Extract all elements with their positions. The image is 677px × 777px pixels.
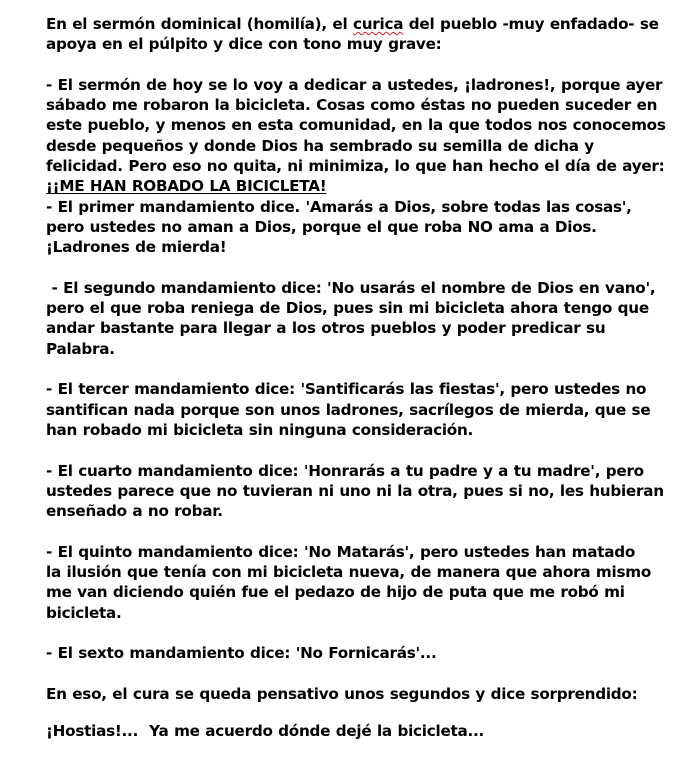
intro-line-2: apoya en el púlpito y dice con tono muy grave:	[46, 35, 442, 54]
text-line: han robado mi bicicleta sin ninguna consideración.	[46, 420, 474, 439]
text-line: desde pequeños y donde Dios ha sembrado su semilla de dicha y	[46, 136, 594, 155]
document-body	[46, 14, 671, 741]
paragraph-fifth-commandment	[46, 542, 671, 623]
paragraph-third-commandment	[46, 379, 671, 440]
paragraph-fourth-commandment	[46, 461, 671, 522]
text-line: santifican nada porque son unos ladrones, sacrílegos de mierda, que se	[46, 400, 651, 419]
text-line: andar bastante para llegar a los otros pueblos y poder predicar su	[46, 319, 606, 338]
text-line: este pueblo, y menos en esta comunidad, en la que todos nos conocemos	[46, 116, 666, 135]
text-line: - El sexto mandamiento dice: 'No Fornicarás'...	[46, 644, 437, 663]
intro-paragraph	[46, 14, 671, 55]
text-line: - El tercer mandamiento dice: 'Santificarás las fiestas', pero ustedes no	[46, 380, 647, 399]
intro-line-1-start: En el sermón dominical (homilía), el	[46, 15, 353, 33]
text-line-underlined	[46, 176, 671, 196]
text-line: - El segundo mandamiento dice: 'No usarás el nombre de Dios en vano',	[46, 278, 656, 297]
paragraph-second-commandment	[46, 278, 671, 359]
text-line: me van diciendo quién fue el pedazo de hijo de puta que me robó mi	[46, 583, 625, 602]
text-line: pero el que roba reniega de Dios, pues sin mi bicicleta ahora tengo que	[46, 299, 649, 318]
text-line: En eso, el cura se queda pensativo unos segundos y dice sorprendido:	[46, 684, 638, 703]
text-line: - El cuarto mandamiento dice: 'Honrarás a tu padre y a tu madre', pero	[46, 461, 644, 480]
text-line: ¡Ladrones de mierda!	[46, 238, 227, 257]
paragraph-sixth-commandment	[46, 643, 671, 663]
paragraph-sermon-opening	[46, 75, 671, 197]
intro-line-1-end: del pueblo -muy enfadado- se	[403, 15, 659, 33]
text-line: la ilusión que tenía con mi bicicleta nueva, de manera que ahora mismo	[46, 563, 652, 582]
text-line: ustedes parece que no tuvieran ni uno ni la otra, pues si no, les hubieran	[46, 481, 664, 500]
text-line: felicidad. Pero eso no quita, ni minimiza, lo que han hecho el día de ayer:	[46, 157, 665, 176]
paragraph-punchline	[46, 721, 671, 741]
text-line: sábado me robaron la bicicleta. Cosas como éstas no pueden suceder en	[46, 96, 658, 115]
paragraph-first-commandment	[46, 197, 671, 258]
text-line: Palabra.	[46, 339, 115, 358]
text-line: pero ustedes no aman a Dios, porque el que roba NO ama a Dios.	[46, 217, 597, 236]
misspelled-word: curica	[352, 15, 404, 33]
text-line: - El primer mandamiento dice. 'Amarás a Dios, sobre todas las cosas',	[46, 197, 632, 216]
exclamation-underlined: ¡¡ME HAN ROBADO LA BICICLETA!	[46, 177, 327, 196]
text-line: - El sermón de hoy se lo voy a dedicar a ustedes, ¡ladrones!, porque ayer	[46, 75, 663, 94]
intro-line-1	[46, 14, 671, 34]
text-line: bicicleta.	[46, 603, 122, 622]
text-line: - El quinto mandamiento dice: 'No Matarás', pero ustedes han matado	[46, 542, 636, 561]
text-line: enseñado a no robar.	[46, 502, 223, 521]
paragraph-narration	[46, 684, 671, 704]
text-line: ¡Hostias!... Ya me acuerdo dónde dejé la bicicleta...	[46, 722, 485, 741]
